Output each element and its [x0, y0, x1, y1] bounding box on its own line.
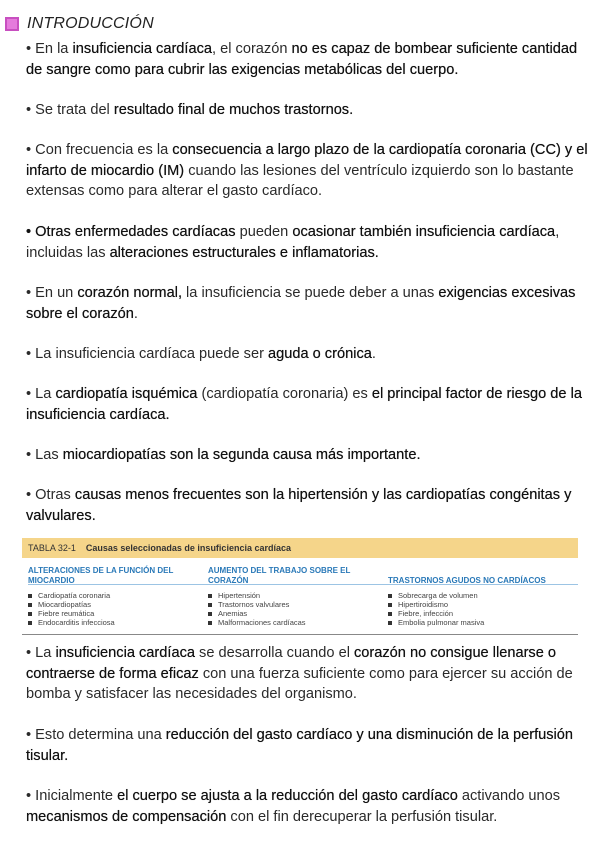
emphasis-text: exigencias excesivas sobre el corazón — [26, 285, 576, 322]
causes-table — [22, 538, 578, 635]
paragraph — [26, 140, 588, 202]
bullet-icon — [388, 603, 392, 607]
table-column — [208, 564, 388, 627]
paragraph-text: se desarrolla cuando el — [194, 645, 354, 661]
bullet-icon — [208, 594, 212, 598]
list-item: Fiebre reumática — [28, 609, 208, 618]
paragraph-text: • En la — [26, 41, 73, 57]
bullet-icon — [388, 621, 392, 625]
emphasis-text: aguda o crónica — [268, 346, 372, 362]
paragraph — [26, 725, 588, 766]
paragraph — [26, 445, 588, 466]
emphasis-text: reducción del gasto cardíaco y una disminución de la perfusión tisular. — [26, 727, 574, 764]
emphasis-text: cardiopatía isquémica — [55, 386, 198, 402]
emphasis-text: consecuencia a largo plazo de la cardiopatía coronaria (CC) y el infarto de miocardio (IM) — [26, 142, 588, 179]
emphasis-text: el cuerpo se ajusta a la reducción del gasto cardíaco — [117, 788, 458, 804]
emphasis-text: insuficiencia cardíaca — [72, 41, 213, 57]
paragraph-text: • Inicialmente — [26, 788, 118, 804]
list-item: Fiebre, infección — [388, 609, 568, 618]
column-header: AUMENTO DEL TRABAJO SOBRE EL CORAZÓN — [208, 566, 351, 585]
emphasis-text: corazón no consigue llenarse o contraerse de forma eficaz — [26, 645, 557, 682]
list-item: Embolia pulmonar masiva — [388, 618, 568, 627]
paragraph-text: • La — [26, 386, 56, 402]
paragraph-text: • La insuficiencia cardíaca puede ser — [26, 346, 268, 362]
bullet-icon — [388, 612, 392, 616]
paragraph-text: • Las — [26, 447, 63, 463]
paragraph-text: • La — [26, 645, 56, 661]
list-item: Trastornos valvulares — [208, 600, 388, 609]
list-item: Anemias — [208, 609, 388, 618]
table-column — [28, 564, 208, 627]
emphasis-text: causas menos frecuentes son la hipertensión y las cardiopatías congénitas y valvulares. — [26, 487, 572, 524]
table-number: TABLA 32-1 — [28, 543, 76, 553]
paragraph-text: • Otras — [26, 487, 75, 503]
table-header — [22, 538, 578, 558]
section-title: INTRODUCCIÓN — [27, 15, 154, 32]
table-column — [388, 564, 568, 627]
bullet-icon — [28, 612, 32, 616]
bullet-icon — [388, 594, 392, 598]
paragraph-text: , incluidas las — [26, 224, 560, 261]
emphasis-text: insuficiencia cardíaca — [55, 645, 195, 661]
paragraph — [26, 786, 588, 827]
emphasis-text: mecanismos de compensación — [26, 808, 227, 825]
list-item: Endocarditis infecciosa — [28, 618, 208, 627]
bullet-icon — [208, 603, 212, 607]
emphasis-text: corazón normal, — [77, 285, 182, 301]
paragraph — [26, 39, 588, 80]
paragraph-text: activando unos — [457, 788, 561, 804]
bullet-icon — [28, 594, 32, 598]
emphasis-text: ocasionar también insuficiencia cardíaca — [292, 224, 556, 240]
paragraph-text: cuando las lesiones del ventrículo izquierdo son lo bastante extensas como para alterar el gasto cardíaco. — [26, 162, 574, 199]
paragraph — [26, 344, 588, 365]
emphasis-text: miocardiopatías son la segunda causa más importante. — [62, 447, 421, 463]
bullet-icon — [28, 621, 32, 625]
paragraph — [26, 485, 588, 526]
paragraph-text: • Esto determina una — [26, 727, 166, 743]
column-header-divider — [28, 584, 578, 585]
list-item: Sobrecarga de volumen — [388, 591, 568, 600]
emphasis-text: no es capaz de bombear suficiente cantidad de sangre como para cubrir las exigencias metabólicas del cuerpo. — [26, 41, 578, 78]
paragraph — [26, 643, 588, 705]
emphasis-text: • Otras enfermedades cardíacas — [26, 224, 236, 240]
paragraph-text: la insuficiencia se puede deber a unas — [182, 285, 439, 301]
paragraph-text: . — [371, 346, 376, 362]
list-item: Hipertiroidismo — [388, 600, 568, 609]
column-header: ALTERACIONES DE LA FUNCIÓN DEL MIOCARDIO — [28, 566, 174, 585]
paragraph — [26, 100, 588, 121]
list-item: Cardiopatía coronaria — [28, 591, 208, 600]
list-item: Miocardiopatías — [28, 600, 208, 609]
heading-marker-icon — [5, 17, 19, 31]
bullet-icon — [28, 603, 32, 607]
paragraph-text: • Con frecuencia es la — [26, 142, 173, 158]
column-header: TRASTORNOS AGUDOS NO CARDÍACOS — [388, 576, 546, 585]
paragraph-text: • Se trata del — [26, 102, 114, 118]
section-heading — [5, 15, 154, 33]
list-item: Hipertensión — [208, 591, 388, 600]
bullet-icon — [208, 621, 212, 625]
paragraph — [26, 283, 588, 324]
bullet-icon — [208, 612, 212, 616]
paragraph-text: • En un — [26, 285, 78, 301]
paragraph-text: . — [133, 305, 138, 322]
paragraph-text: pueden — [235, 224, 293, 240]
table-bottom-rule — [22, 634, 578, 635]
emphasis-text: alteraciones estructurales e inflamatorias. — [109, 244, 379, 261]
paragraph-text: (cardiopatía coronaria) es — [197, 386, 372, 402]
table-caption: Causas seleccionadas de insuficiencia cardíaca — [85, 543, 291, 553]
paragraph — [26, 222, 588, 263]
list-item: Malformaciones cardíacas — [208, 618, 388, 627]
emphasis-text: resultado final de muchos trastornos. — [113, 102, 354, 118]
paragraph-text: con el fin derecuperar la perfusión tisular. — [226, 808, 498, 825]
paragraph-text: , el corazón — [212, 41, 292, 57]
paragraph — [26, 384, 588, 425]
paragraph-text: con una fuerza suficiente como para ejercer su acción de bomba y satisfacer las necesidades del organismo. — [26, 665, 573, 702]
emphasis-text: el principal factor de riesgo de la insuficiencia cardíaca. — [26, 386, 582, 423]
